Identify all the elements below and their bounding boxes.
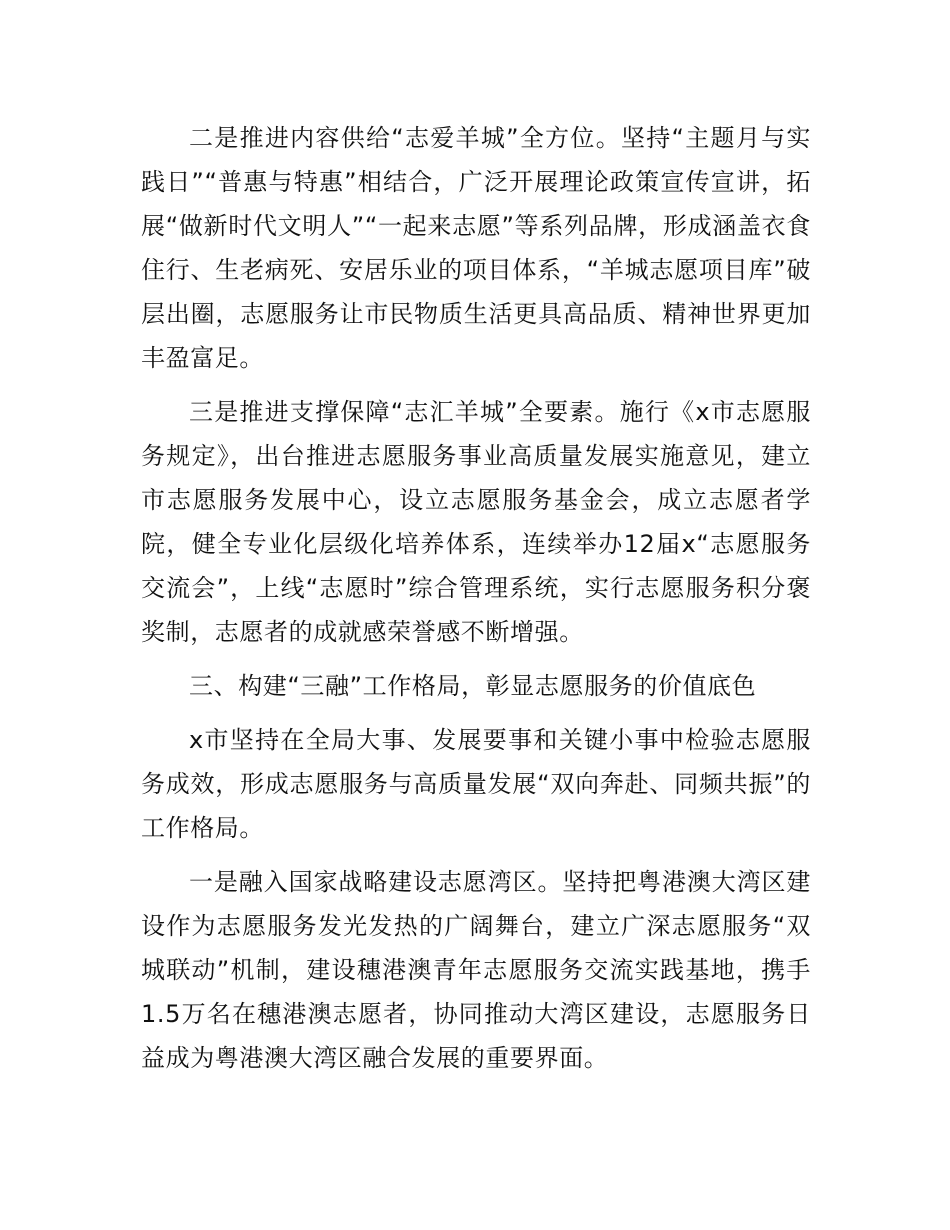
paragraph-section-intro: x市坚持在全局大事、发展要事和关键小事中检验志愿服务成效，形成志愿服务与高质量发展“双向奔赴、同频共振”的工作格局。 bbox=[141, 726, 811, 842]
paragraph-national-strategy: 一是融入国家战略建设志愿湾区。坚持把粤港澳大湾区建设作为志愿服务发光发热的广阔舞台，建立广深志愿服务“双城联动”机制，建设穗港澳青年志愿服务交流实践基地，携手1.5万名在穗港澳志愿者，协同推动大湾区建设，志愿服务日益成为粤港澳大湾区融合发展的重要界面。 bbox=[141, 868, 811, 1072]
document-body bbox=[141, 116, 811, 1090]
paragraph-support-guarantee: 三是推进支撑保障“志汇羊城”全要素。施行《x市志愿服务规定》，出台推进志愿服务事业高质量发展实施意见，建立市志愿服务发展中心，设立志愿服务基金会，成立志愿者学院，健全专业化层级化培养体系，连续举办12届x“志愿服务交流会”，上线“志愿时”综合管理系统，实行志愿服务积分褒奖制，志愿者的成就感荣誉感不断增强。 bbox=[141, 398, 811, 646]
paragraph-content-supply: 二是推进内容供给“志爱羊城”全方位。坚持“主题月与实践日”“普惠与特惠”相结合，广泛开展理论政策宣传宣讲，拓展“做新时代文明人”“一起来志愿”等系列品牌，形成涵盖衣食住行、生老病死、安居乐业的项目体系，“羊城志愿项目库”破层出圈，志愿服务让市民物质生活更具高品质、精神世界更加丰盈富足。 bbox=[141, 124, 811, 372]
section-heading-three-integrations: 三、构建“三融”工作格局，彰显志愿服务的价值底色 bbox=[189, 672, 757, 700]
